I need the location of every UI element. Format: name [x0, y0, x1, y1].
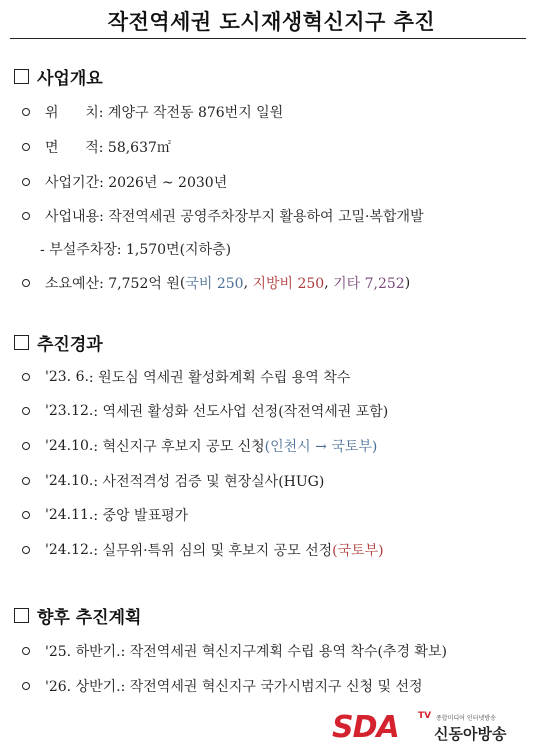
budget-other: 기타 7,252: [333, 276, 405, 292]
title-divider: [10, 38, 526, 39]
section-overview-title: 사업개요: [37, 69, 103, 89]
progress-text: : 실무위·특위 심의 및 후보지 공모 선정: [93, 543, 333, 559]
overview-period: [22, 172, 227, 192]
section-progress-title: 추진경과: [37, 335, 103, 355]
progress-extra: (인천시 → 국토부): [264, 439, 378, 455]
plan-item: [22, 641, 447, 661]
budget-national: 국비 250: [185, 276, 244, 292]
logo-name: 신동아방송: [434, 725, 507, 743]
parking-line: - 부설주차장: 1,570면(지하층): [40, 242, 232, 258]
circle-bullet-icon: [22, 212, 30, 220]
period-label: 사업기간: [45, 175, 100, 191]
checkbox-square-icon: [14, 608, 29, 623]
plan-date: '25. 하반기.: [45, 644, 121, 660]
broadcaster-logo: [332, 710, 512, 746]
progress-text: : 역세권 활성화 선도사업 선정(작전역세권 포함): [93, 404, 389, 420]
progress-text: : 원도심 역세권 활성화계획 수립 용역 착수: [88, 370, 351, 386]
period-value: : 2026년 ~ 2030년: [99, 175, 228, 191]
area-label: 면 적: [45, 140, 99, 156]
budget-sep2: ,: [324, 275, 334, 291]
budget-label: 소요예산: [45, 276, 100, 292]
budget-open: (: [179, 275, 186, 291]
page-title: 작전역세권 도시재생혁신지구 추진: [107, 10, 436, 34]
circle-bullet-icon: [22, 373, 30, 381]
circle-bullet-icon: [22, 143, 30, 151]
circle-bullet-icon: [22, 682, 30, 690]
progress-item: [22, 401, 388, 421]
content-label: 사업내용: [45, 209, 100, 225]
progress-date: '24.10.: [45, 473, 94, 489]
checkbox-square-icon: [14, 335, 29, 350]
progress-text: : 중앙 발표평가: [93, 508, 189, 524]
progress-item: [22, 471, 324, 491]
overview-content: [22, 206, 424, 226]
overview-area: [22, 137, 171, 157]
budget-local: 지방비 250: [252, 276, 325, 292]
area-value: : 58,637㎡: [98, 140, 171, 156]
progress-date: '24.10.: [45, 438, 94, 454]
section-overview-heading: [14, 64, 103, 89]
progress-date: '23. 6.: [45, 369, 89, 385]
logo-mark: SDA: [332, 710, 399, 745]
circle-bullet-icon: [22, 279, 30, 287]
section-progress-heading: [14, 330, 103, 355]
progress-item: [22, 540, 384, 560]
plan-text: : 작전역세권 혁신지구계획 수립 용역 착수(추경 확보): [120, 644, 447, 660]
progress-text: : 혁신지구 후보지 공모 신청: [93, 439, 265, 455]
progress-date: '24.12.: [45, 542, 94, 558]
location-label: 위 치: [45, 105, 99, 121]
circle-bullet-icon: [22, 178, 30, 186]
section-plan-heading: [14, 603, 141, 628]
overview-location: [22, 102, 283, 122]
progress-date: '24.11.: [45, 507, 94, 523]
logo-tv: TV: [418, 711, 432, 721]
progress-item: [22, 436, 377, 456]
circle-bullet-icon: [22, 407, 30, 415]
checkbox-square-icon: [14, 69, 29, 84]
circle-bullet-icon: [22, 546, 30, 554]
progress-item: [22, 367, 350, 387]
progress-item: [22, 505, 188, 525]
plan-item: [22, 676, 423, 696]
circle-bullet-icon: [22, 442, 30, 450]
section-plan-title: 향후 추진계획: [37, 608, 142, 628]
circle-bullet-icon: [22, 108, 30, 116]
location-value: : 계양구 작전동 876번지 일원: [98, 105, 284, 121]
budget-value: : 7,752억 원: [99, 276, 180, 292]
budget-sep1: ,: [243, 275, 253, 291]
progress-text: : 사전적격성 검증 및 현장실사(HUG): [93, 474, 325, 490]
logo-subtext: 종합미디어 인터넷방송: [436, 715, 496, 722]
circle-bullet-icon: [22, 647, 30, 655]
plan-date: '26. 상반기.: [45, 679, 121, 695]
progress-date: '23.12.: [45, 403, 94, 419]
circle-bullet-icon: [22, 477, 30, 485]
circle-bullet-icon: [22, 511, 30, 519]
progress-extra: (국토부): [332, 543, 384, 559]
plan-text: : 작전역세권 혁신지구 국가시범지구 신청 및 선정: [120, 679, 423, 695]
budget-close: ): [404, 275, 411, 291]
content-value: : 작전역세권 공영주차장부지 활용하여 고밀·복합개발: [99, 209, 424, 225]
overview-budget: [22, 273, 410, 293]
